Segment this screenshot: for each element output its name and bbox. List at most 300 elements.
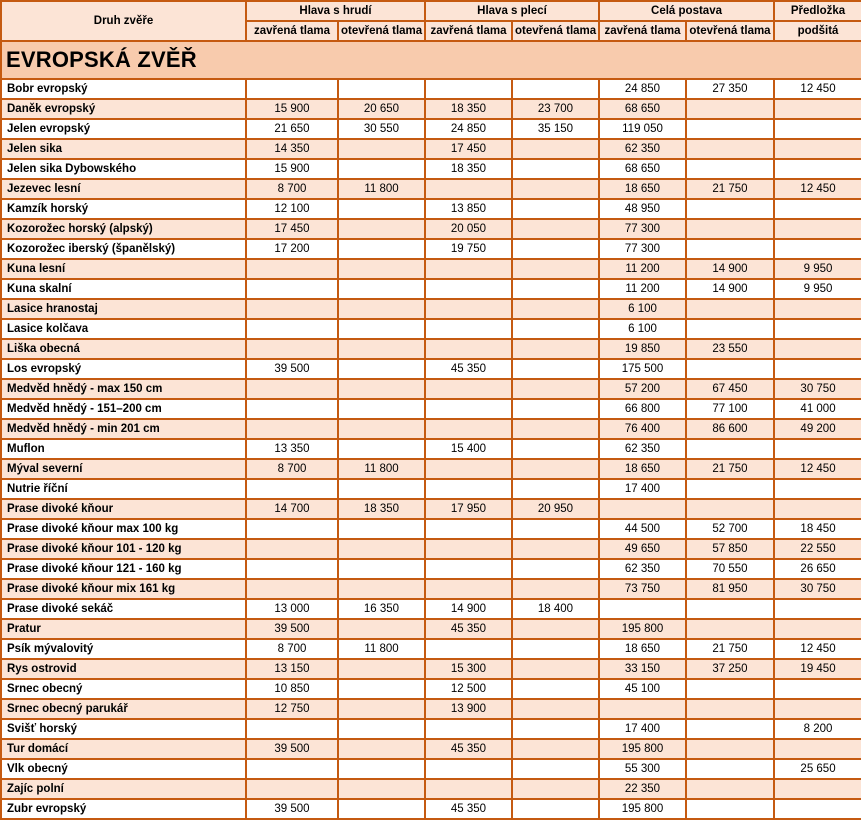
price-cell <box>246 559 338 579</box>
price-cell <box>338 239 425 259</box>
table-row <box>1 219 861 239</box>
price-cell: 18 650 <box>599 179 686 199</box>
price-cell: 45 350 <box>425 359 512 379</box>
price-cell <box>425 719 512 739</box>
price-cell: 23 700 <box>512 99 599 119</box>
table-row <box>1 359 861 379</box>
price-cell: 6 100 <box>599 319 686 339</box>
price-cell: 195 800 <box>599 619 686 639</box>
price-cell: 30 750 <box>774 379 861 399</box>
price-cell <box>246 299 338 319</box>
sub-header-body-closed: zavřená tlama <box>599 21 686 41</box>
price-cell: 15 900 <box>246 159 338 179</box>
price-cell <box>774 99 861 119</box>
price-cell: 11 800 <box>338 179 425 199</box>
price-cell <box>512 299 599 319</box>
price-cell: 77 300 <box>599 239 686 259</box>
price-cell: 86 600 <box>686 419 774 439</box>
price-cell <box>774 739 861 759</box>
price-cell <box>686 499 774 519</box>
table-row <box>1 699 861 719</box>
price-cell <box>599 599 686 619</box>
table-row <box>1 319 861 339</box>
species-cell: Prase divoké kňour 121 - 160 kg <box>1 559 246 579</box>
price-cell <box>246 259 338 279</box>
table-row <box>1 139 861 159</box>
price-cell <box>774 359 861 379</box>
table-row <box>1 239 861 259</box>
price-cell: 39 500 <box>246 739 338 759</box>
price-cell: 10 850 <box>246 679 338 699</box>
price-cell: 15 300 <box>425 659 512 679</box>
price-cell: 11 200 <box>599 279 686 299</box>
price-cell <box>686 599 774 619</box>
price-cell <box>774 479 861 499</box>
table-row <box>1 419 861 439</box>
price-cell <box>512 699 599 719</box>
price-cell: 39 500 <box>246 619 338 639</box>
price-cell <box>338 479 425 499</box>
price-cell <box>246 399 338 419</box>
price-cell: 17 450 <box>425 139 512 159</box>
price-cell <box>338 79 425 99</box>
price-cell: 12 450 <box>774 79 861 99</box>
price-cell: 68 650 <box>599 99 686 119</box>
species-cell: Lasice hranostaj <box>1 299 246 319</box>
price-cell: 23 550 <box>686 339 774 359</box>
table-header <box>1 1 861 41</box>
price-cell <box>512 179 599 199</box>
price-cell: 13 900 <box>425 699 512 719</box>
table-row <box>1 779 861 799</box>
price-cell <box>686 799 774 819</box>
price-cell <box>338 159 425 179</box>
price-cell <box>338 519 425 539</box>
price-cell: 24 850 <box>599 79 686 99</box>
table-row <box>1 279 861 299</box>
table-row <box>1 339 861 359</box>
price-cell <box>512 539 599 559</box>
price-cell: 67 450 <box>686 379 774 399</box>
price-cell <box>246 79 338 99</box>
price-cell <box>774 159 861 179</box>
group-header-row <box>1 1 861 21</box>
price-cell <box>246 479 338 499</box>
price-cell <box>512 219 599 239</box>
price-cell <box>425 479 512 499</box>
price-cell: 8 700 <box>246 179 338 199</box>
price-cell <box>512 759 599 779</box>
price-cell: 77 300 <box>599 219 686 239</box>
price-cell: 18 350 <box>425 159 512 179</box>
price-cell <box>512 239 599 259</box>
price-cell <box>512 459 599 479</box>
table-row <box>1 159 861 179</box>
sub-header-chest-closed: zavřená tlama <box>246 21 338 41</box>
price-cell <box>425 759 512 779</box>
price-cell: 18 350 <box>425 99 512 119</box>
price-cell: 11 800 <box>338 639 425 659</box>
price-cell <box>338 699 425 719</box>
price-cell <box>512 639 599 659</box>
species-cell: Pratur <box>1 619 246 639</box>
table-row <box>1 499 861 519</box>
table-row <box>1 759 861 779</box>
price-cell: 66 800 <box>599 399 686 419</box>
price-cell <box>686 759 774 779</box>
price-cell <box>774 219 861 239</box>
species-cell: Zubr evropský <box>1 799 246 819</box>
group-header-rug: Předložka <box>774 1 861 21</box>
table-row <box>1 399 861 419</box>
price-cell: 18 650 <box>599 639 686 659</box>
price-cell <box>686 699 774 719</box>
price-cell <box>425 79 512 99</box>
price-cell <box>338 439 425 459</box>
species-cell: Prase divoké kňour max 100 kg <box>1 519 246 539</box>
price-cell: 12 450 <box>774 179 861 199</box>
price-cell: 24 850 <box>425 119 512 139</box>
price-cell: 37 250 <box>686 659 774 679</box>
price-cell: 44 500 <box>599 519 686 539</box>
price-cell <box>338 339 425 359</box>
price-cell <box>774 699 861 719</box>
price-cell: 62 350 <box>599 139 686 159</box>
table-row <box>1 439 861 459</box>
price-cell: 12 450 <box>774 639 861 659</box>
price-cell: 8 700 <box>246 639 338 659</box>
price-cell <box>512 139 599 159</box>
price-cell: 22 550 <box>774 539 861 559</box>
price-cell <box>246 279 338 299</box>
table-row <box>1 259 861 279</box>
price-cell: 41 000 <box>774 399 861 419</box>
price-cell: 52 700 <box>686 519 774 539</box>
price-cell: 14 900 <box>686 259 774 279</box>
price-cell <box>338 139 425 159</box>
price-cell <box>425 559 512 579</box>
price-cell <box>338 419 425 439</box>
price-cell <box>599 699 686 719</box>
price-cell <box>512 679 599 699</box>
price-cell <box>338 779 425 799</box>
price-cell <box>338 559 425 579</box>
price-cell <box>686 779 774 799</box>
price-cell <box>425 339 512 359</box>
price-cell: 55 300 <box>599 759 686 779</box>
price-cell: 17 450 <box>246 219 338 239</box>
price-cell: 62 350 <box>599 559 686 579</box>
species-cell: Srnec obecný <box>1 679 246 699</box>
table-row <box>1 659 861 679</box>
price-cell: 12 500 <box>425 679 512 699</box>
table-row <box>1 99 861 119</box>
price-cell: 48 950 <box>599 199 686 219</box>
price-cell <box>425 579 512 599</box>
price-cell <box>686 319 774 339</box>
table-row <box>1 619 861 639</box>
price-cell <box>512 359 599 379</box>
price-cell <box>774 679 861 699</box>
species-cell: Lasice kolčava <box>1 319 246 339</box>
price-cell: 19 450 <box>774 659 861 679</box>
price-cell: 27 350 <box>686 79 774 99</box>
price-cell <box>686 99 774 119</box>
table-row <box>1 179 861 199</box>
price-cell: 39 500 <box>246 799 338 819</box>
table-row <box>1 559 861 579</box>
price-cell <box>338 539 425 559</box>
price-cell <box>686 679 774 699</box>
table-row <box>1 679 861 699</box>
price-cell: 13 350 <box>246 439 338 459</box>
table-row <box>1 79 861 99</box>
price-cell: 11 800 <box>338 459 425 479</box>
species-cell: Medvěd hnědý - 151–200 cm <box>1 399 246 419</box>
price-cell: 49 650 <box>599 539 686 559</box>
price-cell <box>686 479 774 499</box>
price-cell <box>512 319 599 339</box>
price-cell <box>246 759 338 779</box>
table-row <box>1 519 861 539</box>
species-cell: Prase divoké kňour 101 - 120 kg <box>1 539 246 559</box>
price-cell <box>512 419 599 439</box>
price-cell <box>338 219 425 239</box>
table-row <box>1 719 861 739</box>
price-cell <box>246 579 338 599</box>
price-cell: 21 750 <box>686 639 774 659</box>
price-cell <box>338 719 425 739</box>
species-cell: Jelen evropský <box>1 119 246 139</box>
species-cell: Kuna lesní <box>1 259 246 279</box>
price-cell <box>246 379 338 399</box>
table-row <box>1 739 861 759</box>
sub-header-shoulder-closed: zavřená tlama <box>425 21 512 41</box>
price-cell <box>338 359 425 379</box>
price-cell <box>774 119 861 139</box>
price-cell <box>774 319 861 339</box>
price-cell: 45 350 <box>425 619 512 639</box>
price-cell: 49 200 <box>774 419 861 439</box>
price-cell: 17 200 <box>246 239 338 259</box>
price-cell: 22 350 <box>599 779 686 799</box>
price-cell <box>774 499 861 519</box>
price-cell: 45 350 <box>425 799 512 819</box>
price-cell: 18 350 <box>338 499 425 519</box>
price-cell: 9 950 <box>774 279 861 299</box>
price-cell <box>512 199 599 219</box>
species-cell: Rys ostrovid <box>1 659 246 679</box>
species-cell: Vlk obecný <box>1 759 246 779</box>
price-cell <box>512 79 599 99</box>
table-row <box>1 539 861 559</box>
price-cell: 21 650 <box>246 119 338 139</box>
price-cell: 6 100 <box>599 299 686 319</box>
price-cell <box>512 579 599 599</box>
price-cell <box>686 159 774 179</box>
price-cell <box>338 379 425 399</box>
price-cell <box>512 479 599 499</box>
price-cell <box>246 719 338 739</box>
price-cell <box>512 779 599 799</box>
price-cell <box>338 279 425 299</box>
species-cell: Kozorožec horský (alpský) <box>1 219 246 239</box>
price-cell <box>512 719 599 739</box>
price-cell: 12 100 <box>246 199 338 219</box>
price-cell <box>338 199 425 219</box>
price-cell: 45 350 <box>425 739 512 759</box>
species-cell: Prase divoké sekáč <box>1 599 246 619</box>
price-cell: 18 400 <box>512 599 599 619</box>
price-cell: 8 200 <box>774 719 861 739</box>
price-cell: 19 750 <box>425 239 512 259</box>
price-cell: 30 750 <box>774 579 861 599</box>
price-cell: 39 500 <box>246 359 338 379</box>
group-header-full-body: Celá postava <box>599 1 774 21</box>
price-cell <box>338 679 425 699</box>
price-cell <box>425 319 512 339</box>
price-cell <box>425 539 512 559</box>
species-cell: Liška obecná <box>1 339 246 359</box>
table-row <box>1 119 861 139</box>
price-cell: 17 950 <box>425 499 512 519</box>
species-cell: Mýval severní <box>1 459 246 479</box>
price-cell <box>686 119 774 139</box>
species-cell: Svišť horský <box>1 719 246 739</box>
species-cell: Jezevec lesní <box>1 179 246 199</box>
price-cell <box>246 339 338 359</box>
price-cell: 33 150 <box>599 659 686 679</box>
species-cell: Srnec obecný parukář <box>1 699 246 719</box>
price-cell <box>686 139 774 159</box>
price-cell: 35 150 <box>512 119 599 139</box>
sub-header-shoulder-open: otevřená tlama <box>512 21 599 41</box>
species-cell: Medvěd hnědý - max 150 cm <box>1 379 246 399</box>
price-cell <box>774 299 861 319</box>
price-cell <box>512 379 599 399</box>
species-cell: Tur domácí <box>1 739 246 759</box>
price-cell <box>512 259 599 279</box>
species-cell: Los evropský <box>1 359 246 379</box>
price-cell: 17 400 <box>599 719 686 739</box>
price-cell <box>774 139 861 159</box>
species-cell: Kozorožec iberský (španělský) <box>1 239 246 259</box>
species-cell: Muflon <box>1 439 246 459</box>
price-cell <box>512 559 599 579</box>
price-cell: 195 800 <box>599 799 686 819</box>
species-cell: Nutrie říční <box>1 479 246 499</box>
price-cell: 68 650 <box>599 159 686 179</box>
species-cell: Jelen sika <box>1 139 246 159</box>
price-cell: 21 750 <box>686 459 774 479</box>
species-cell: Prase divoké kňour mix 161 kg <box>1 579 246 599</box>
section-header-row <box>1 41 861 79</box>
price-cell <box>686 199 774 219</box>
species-cell: Zajíc polní <box>1 779 246 799</box>
price-cell <box>512 439 599 459</box>
price-cell: 13 150 <box>246 659 338 679</box>
price-cell: 70 550 <box>686 559 774 579</box>
price-cell: 30 550 <box>338 119 425 139</box>
price-cell <box>512 799 599 819</box>
price-cell: 15 900 <box>246 99 338 119</box>
price-cell <box>246 539 338 559</box>
price-cell: 14 900 <box>425 599 512 619</box>
price-cell <box>686 719 774 739</box>
price-cell <box>246 419 338 439</box>
table-row <box>1 299 861 319</box>
species-cell: Medvěd hnědý - min 201 cm <box>1 419 246 439</box>
price-cell: 15 400 <box>425 439 512 459</box>
table-row <box>1 799 861 819</box>
price-cell <box>338 299 425 319</box>
sub-header-chest-open: otevřená tlama <box>338 21 425 41</box>
table-row <box>1 379 861 399</box>
price-cell: 20 950 <box>512 499 599 519</box>
price-cell <box>512 339 599 359</box>
price-cell: 18 450 <box>774 519 861 539</box>
price-cell: 73 750 <box>599 579 686 599</box>
price-cell <box>246 519 338 539</box>
price-cell <box>425 519 512 539</box>
price-cell <box>686 619 774 639</box>
price-cell: 13 850 <box>425 199 512 219</box>
price-cell <box>686 239 774 259</box>
species-cell: Prase divoké kňour <box>1 499 246 519</box>
price-cell: 20 650 <box>338 99 425 119</box>
group-header-head-shoulder: Hlava s plecí <box>425 1 599 21</box>
price-cell <box>512 159 599 179</box>
table-row <box>1 579 861 599</box>
section-title: EVROPSKÁ ZVĚŘ <box>1 41 861 79</box>
price-cell: 11 200 <box>599 259 686 279</box>
price-cell: 14 700 <box>246 499 338 519</box>
price-cell <box>774 599 861 619</box>
price-cell <box>425 459 512 479</box>
price-cell <box>512 739 599 759</box>
price-cell <box>425 399 512 419</box>
species-cell: Psík mývalovitý <box>1 639 246 659</box>
price-cell <box>338 759 425 779</box>
price-cell: 19 850 <box>599 339 686 359</box>
price-cell <box>686 219 774 239</box>
price-cell: 62 350 <box>599 439 686 459</box>
price-cell <box>774 239 861 259</box>
price-cell: 20 050 <box>425 219 512 239</box>
price-cell: 16 350 <box>338 599 425 619</box>
price-cell: 45 100 <box>599 679 686 699</box>
table-row <box>1 479 861 499</box>
table-row <box>1 459 861 479</box>
price-cell <box>512 399 599 419</box>
price-cell <box>686 739 774 759</box>
price-cell <box>686 299 774 319</box>
species-cell: Kamzík horský <box>1 199 246 219</box>
price-cell: 21 750 <box>686 179 774 199</box>
price-cell: 14 350 <box>246 139 338 159</box>
price-cell: 13 000 <box>246 599 338 619</box>
price-cell <box>774 439 861 459</box>
price-cell: 25 650 <box>774 759 861 779</box>
price-cell <box>338 259 425 279</box>
price-cell: 76 400 <box>599 419 686 439</box>
price-cell: 9 950 <box>774 259 861 279</box>
price-cell <box>425 419 512 439</box>
price-cell <box>599 499 686 519</box>
price-cell: 17 400 <box>599 479 686 499</box>
price-cell <box>774 779 861 799</box>
price-cell: 77 100 <box>686 399 774 419</box>
